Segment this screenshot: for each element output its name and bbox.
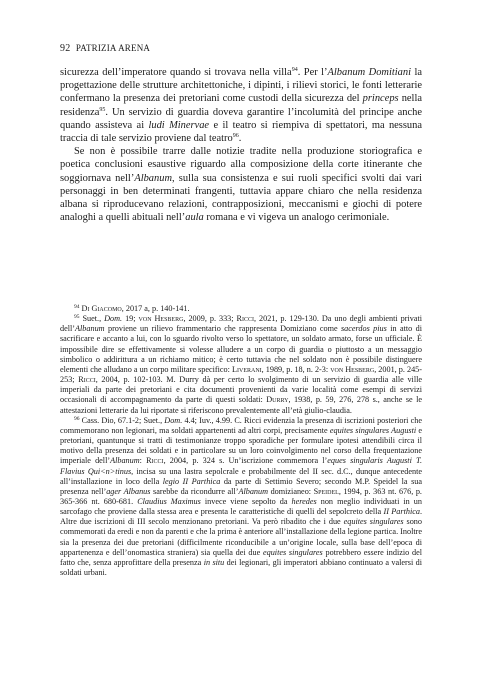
- text-run: invece viene sepolto da: [200, 496, 292, 506]
- paragraph-1: [60, 66, 422, 145]
- paragraph-2: [60, 145, 422, 224]
- text-run: sicurezza dell’imperatore quando si trovava nella villa: [60, 67, 292, 78]
- text-run: non meglio individuati in un sarcofago che proviene dalla stessa area e presenta le caratteristiche di quelli del sepolcreto della: [60, 496, 422, 517]
- running-head-author: PATRIZIA ARENA: [75, 43, 151, 53]
- text-run: . Un servizio di guardia doveva garantire l’incolumità del principe anche quando assisteva ai: [60, 106, 422, 131]
- text-run: .: [238, 133, 242, 145]
- text-run: potrebbero essere indizio del fatto che, senza approfittare della presenza: [60, 547, 422, 567]
- text-italic: eques singularis Augusti T. Flavius Qui<n>tinus: [60, 456, 422, 476]
- author-smallcaps: von Hesberg: [138, 314, 184, 324]
- text-run: . Altre due iscrizioni di III secolo menzionano pretoriani. Va però ribadito che i due: [60, 507, 422, 527]
- footnote-96: [60, 416, 422, 579]
- running-head: [60, 43, 150, 54]
- author-smallcaps: Speidel: [313, 486, 339, 496]
- page-number: 92: [60, 43, 71, 54]
- text-italic: aula: [185, 212, 204, 224]
- text-run: , 2017 a, p. 140-141.: [121, 304, 190, 313]
- text-run: , 2004, p. 102-103. M. Durry dà per certo lo svolgimento di un servizio di guardia alle ville imperiali da parte dei pretoriani e cita documenti provenienti da varie località come esempi di servizi occasionali di accompagnamento da parte di questi soldati:: [60, 375, 423, 405]
- text-run: e il teatro si riempiva di spettatori, ma nessuna traccia di tale servizio proviene dal teatro: [60, 119, 422, 145]
- main-text: [60, 66, 422, 224]
- author-smallcaps: Liverani: [231, 364, 262, 374]
- text-run: , 1994, p. 363 nt. 676, p. 365-366 nt. 680-681.: [60, 486, 422, 506]
- text-italic: Dom.: [164, 415, 183, 425]
- text-italic: equites singulares Augusti: [329, 425, 417, 435]
- text-run: la progettazione delle strutture architettoniche, i dipinti, i rilievi storici, le fonti letterarie confermano la presenza dei pretoriani come custodi della sicurezza del: [60, 67, 422, 105]
- text-italic: Dom.: [104, 314, 123, 324]
- text-italic: princeps: [362, 93, 399, 105]
- text-italic: II Parthica: [383, 507, 420, 517]
- author-smallcaps: Ricci: [146, 456, 164, 466]
- author-smallcaps: Di Giacomo: [81, 304, 122, 313]
- text-italic: sacerdos pius: [341, 324, 387, 334]
- text-italic: ager Albanus: [106, 486, 151, 496]
- text-run: Se non è possibile trarre dalle notizie tradite nella produzione storiografica e poetica conclusioni esaustive riguardo alla composizione della corte itinerante che soggiornava nell’: [60, 146, 422, 184]
- text-run: da parte di Settimio Severo; secondo M.P. Speidel la sua presenza nell’: [60, 476, 422, 496]
- text-run: , 2004, p. 324 s. Un’iscrizione commemora l’: [163, 456, 328, 466]
- text-run: :: [139, 456, 147, 466]
- footnote-number: 95: [74, 314, 80, 321]
- text-run: , incisa su una lastra sepolcrale e probabilmente del II sec. d.C., dunque antecedente all’installazione in loco della: [60, 466, 422, 486]
- text-italic: Albanum Domitiani: [327, 67, 411, 78]
- text-run: , 2021, p. 129-130. Da uno degli ambienti privati dell’: [60, 314, 423, 334]
- text-run: 19;: [122, 314, 139, 324]
- text-run: domizianeo:: [268, 486, 314, 496]
- text-italic: Albanum: [134, 172, 173, 184]
- text-run: dei legionari, gli imperatori abbiano continuato a valersi di soldati urbani.: [60, 557, 422, 578]
- author-smallcaps: Durry: [266, 395, 289, 405]
- text-italic: Albanum: [110, 456, 140, 466]
- author-smallcaps: Ricci: [78, 375, 96, 385]
- text-run: e pretoriani, quantunque si tratti di testimonianze troppo sporadiche per formulare ipotesi attendibili circa il motivo della presenza dei soldati e in particolare su un loro coinvolgimento nel corso della frequentazione imperiale dell’: [60, 425, 422, 466]
- footnotes: [60, 304, 422, 578]
- text-italic: equites singulares: [262, 547, 323, 557]
- text-run: , 1938, p. 59, 276, 278 s., anche se le attestazioni letterarie da lui riportate si riferiscono prevalentemente all’età giulio-claudia.: [60, 395, 422, 415]
- text-run: 4.4; Iuv., 4.99. C. Ricci evidenzia la presenza di iscrizioni posteriori che commemorano non legionari, ma soldati appartenenti ad altri corpi, precisamente: [60, 415, 422, 435]
- footnote-number: 96: [74, 415, 80, 422]
- footnote-94: [60, 304, 422, 314]
- text-run: Suet.,: [79, 314, 105, 324]
- footnote-ref-94: 94: [291, 67, 298, 73]
- author-smallcaps: Ricci: [236, 314, 254, 324]
- text-run: , sulla sua consistenza e sui ruoli specifici svolti dai vari personaggi in ben determinati frangenti, tuttavia appare chiaro che nella residenza albana si riproducevano relazioni, contrapposizioni, meccanismi e giochi di potere analoghi a quelli abituali nell’: [60, 172, 422, 224]
- text-italic: Albanum: [75, 324, 105, 334]
- text-italic: heredes: [291, 496, 317, 506]
- footnote-ref-96: 96: [232, 133, 239, 140]
- text-run: in atto di sacrificare e accanto a lui, con lo sguardo rivolto verso lo spettatore, un soldato armato, forse un ufficiale. È impossibile dire se effettivamente si volesse alludere a un corpo di guardia o piuttosto a un messaggio simbolico o addirittura a un richiamo mitico; è certo tuttavia che nel soldato non è possibile distinguere elementi che alludano a un corpo militare specifico:: [60, 324, 423, 374]
- text-run: sono commemorati da eredi e non da parenti e che la prima è anteriore all’installazione della legione partica. Inoltre sia la presenza dei due pretoriani (difficilmente riconducibile a un’origine locale, sulla base dell’epoca di appartenenza e dell’onomastica straniera) sia quella dei due: [60, 517, 422, 557]
- text-run: , 2009, p. 333;: [183, 314, 237, 324]
- text-run: proviene un rilievo frammentario che rappresenta Domiziano come: [104, 324, 341, 334]
- text-italic: ludi Minervae: [148, 119, 210, 131]
- text-run: , 1989, p. 18, n. 2-3:: [261, 364, 331, 374]
- author-smallcaps: von Hesberg: [330, 364, 375, 374]
- text-italic: in situ: [203, 557, 225, 567]
- text-italic: Claudius Maximus: [137, 496, 201, 506]
- text-run: . Per l’: [297, 67, 328, 78]
- text-italic: legio II Parthica: [162, 476, 221, 486]
- text-run: romana e vi vigeva un analogo cerimoniale.: [203, 212, 390, 224]
- text-run: Cass. Dio, 67.1-2; Suet.,: [79, 415, 165, 425]
- text-run: sarebbe da ricondurre all’: [150, 486, 239, 496]
- text-italic: Albanum: [238, 486, 269, 496]
- footnote-95: [60, 314, 422, 416]
- text-italic: equites singulares: [343, 517, 404, 527]
- text-run: nella residenza: [60, 93, 422, 118]
- footnote-number: 94: [74, 304, 80, 310]
- text-run: , 2001, p. 245-253;: [60, 364, 422, 385]
- footnote-ref-95: 95: [99, 106, 106, 113]
